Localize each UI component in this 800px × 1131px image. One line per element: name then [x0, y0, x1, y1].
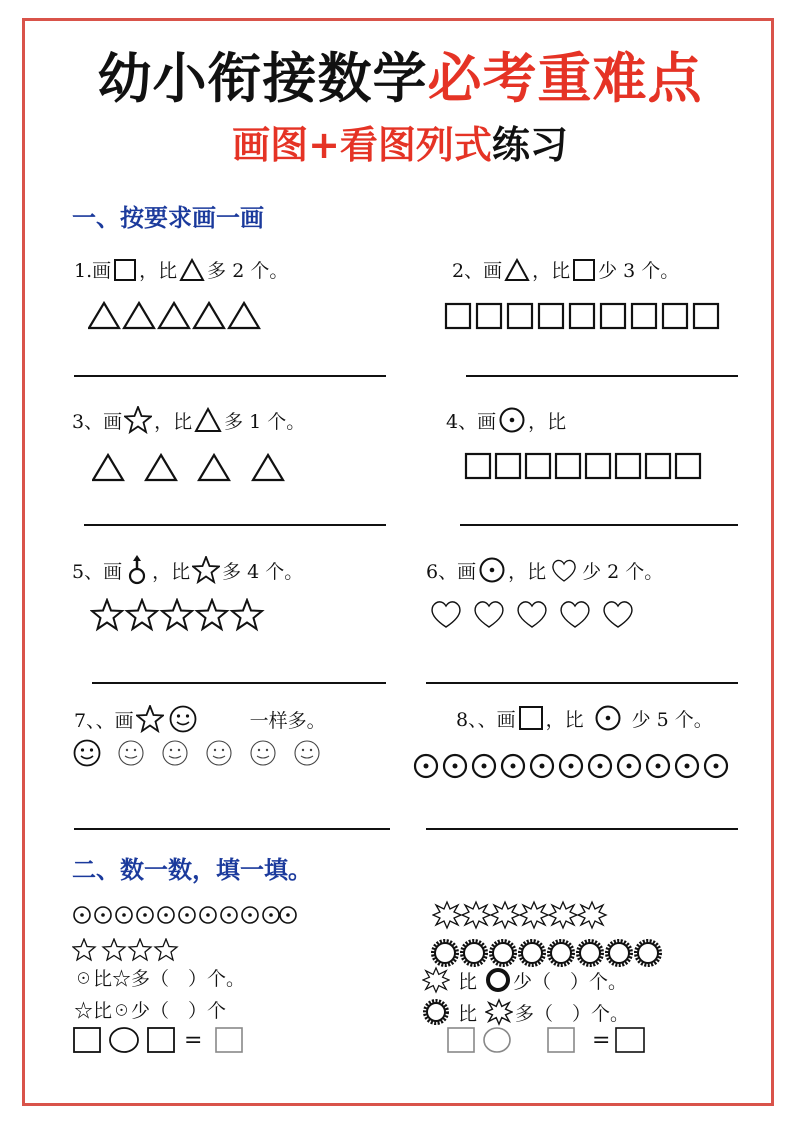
- page-title: 幼小衔接数学必考重难点: [97, 47, 703, 110]
- left-question-2: ☆比☉少（ ）个: [74, 1000, 227, 1022]
- right-bursts: [432, 900, 612, 930]
- heart-icon: [428, 598, 638, 630]
- page-subtitle: 画图+看图列式练习: [232, 123, 568, 167]
- triangle-icon: [504, 258, 530, 282]
- q8-circle-dots: [412, 752, 732, 780]
- burst-icon: [485, 998, 513, 1026]
- circle-dot-icon: [478, 556, 506, 584]
- right-equation: =: [444, 1026, 648, 1054]
- square-icon: [444, 1026, 478, 1054]
- answer-line-1[interactable]: [74, 375, 386, 377]
- star-icon: [124, 406, 152, 434]
- circle-icon: [104, 1026, 144, 1054]
- circle-dot-icon: [498, 406, 526, 434]
- triangle-icon: [194, 407, 222, 433]
- q1-triangles: [88, 300, 263, 330]
- left-equation: =: [72, 1026, 246, 1054]
- star-icon: [192, 556, 220, 584]
- q3-triangles: [92, 452, 287, 482]
- question-5: 5、画 ，比 多 4 个。: [72, 554, 303, 586]
- section1-title: 一、按要求画一画: [72, 204, 264, 232]
- square-icon: [212, 1026, 246, 1054]
- star-icon: [136, 705, 164, 733]
- right-question-1: 比 少（ ）个。: [420, 966, 627, 994]
- answer-line-2[interactable]: [466, 375, 738, 377]
- q2-squares: [444, 302, 722, 330]
- circle-dot-icon: [72, 904, 298, 926]
- circle-icon: [478, 1026, 516, 1054]
- answer-line-3[interactable]: [84, 524, 386, 526]
- right-question-2: 比 多（ ）个。: [420, 998, 629, 1026]
- square-icon: [113, 258, 137, 282]
- answer-line-4[interactable]: [460, 524, 738, 526]
- burst-icon: [422, 966, 450, 994]
- right-spiky-circles: [428, 936, 668, 970]
- square-icon: [444, 302, 722, 330]
- left-stars: [72, 938, 182, 962]
- apple-icon: [124, 554, 150, 586]
- answer-line-7[interactable]: [74, 828, 390, 830]
- square-icon: [518, 705, 544, 731]
- spiky-circle-icon: [422, 998, 450, 1026]
- q6-hearts: [428, 598, 638, 630]
- square-icon: [464, 452, 706, 480]
- circle-dot-icon: [412, 752, 732, 780]
- section2-title: 二、数一数，填一填。: [72, 856, 312, 884]
- triangle-icon: [88, 300, 263, 330]
- question-7: 7、、画 一样多。: [74, 704, 326, 734]
- q7-smileys: [72, 738, 328, 768]
- circle-dot-icon: [594, 704, 622, 732]
- smiley-icon: [72, 738, 328, 768]
- burst-icon: [432, 900, 612, 930]
- heart-icon: [548, 556, 580, 584]
- answer-line-6[interactable]: [426, 682, 738, 684]
- question-8: 8、、画 ，比 少 5 个。: [456, 704, 713, 732]
- square-icon: [72, 1026, 104, 1054]
- square-icon: [144, 1026, 178, 1054]
- square-icon: [614, 1026, 648, 1054]
- spiky-circle-icon: [428, 936, 668, 970]
- answer-line-8[interactable]: [426, 828, 738, 830]
- question-4: 4、画 ，比: [446, 406, 566, 434]
- answer-line-5[interactable]: [92, 682, 386, 684]
- star-icon: [72, 938, 182, 962]
- triangle-icon: [179, 258, 205, 282]
- q4-squares: [464, 452, 706, 480]
- left-question-1: ☉比☆多（ ）个。: [74, 968, 246, 990]
- square-icon: [572, 258, 596, 282]
- triangle-icon: [92, 452, 287, 482]
- question-2: 2、画 ，比 少 3 个。: [452, 256, 679, 283]
- question-1: 1.画 ，比 多 2 个。: [74, 256, 288, 283]
- q5-stars: [90, 598, 268, 632]
- left-circle-dots: [72, 904, 298, 926]
- question-3: 3、画 ，比 多 1 个。: [72, 406, 305, 434]
- question-6: 6、画 ，比 少 2 个。: [426, 556, 663, 584]
- square-icon: [544, 1026, 578, 1054]
- star-icon: [90, 598, 268, 632]
- smiley-icon: [168, 704, 198, 734]
- spiky-circle-icon: [485, 967, 511, 993]
